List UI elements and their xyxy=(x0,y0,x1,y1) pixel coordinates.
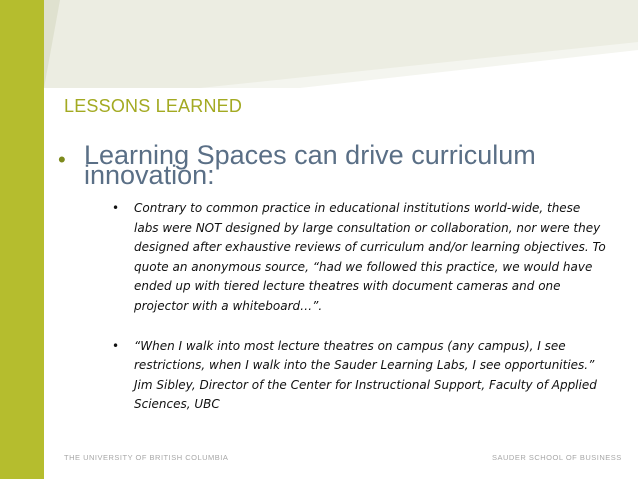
decorative-header-band xyxy=(0,0,638,88)
footer-school: SAUDER SCHOOL OF BUSINESS xyxy=(492,453,622,462)
main-point xyxy=(58,140,578,190)
accent-sidebar xyxy=(0,0,44,479)
list-item-text: “When I walk into most lecture theatres on campus (any campus), I see restrictions, when I walk into the Sauder Learning Labs, I see opportunities.” Jim Sibley, Director of the Center for Instructional Support, Faculty of Applied Sciences, UBC xyxy=(134,338,597,412)
header-shapes xyxy=(0,0,638,88)
list-bullet: • xyxy=(112,201,120,215)
section-title: LESSONS LEARNED xyxy=(64,96,243,116)
sub-point-list xyxy=(112,199,607,435)
list-item xyxy=(112,337,607,415)
list-item xyxy=(112,199,607,317)
footer-university: THE UNIVERSITY OF BRITISH COLUMBIA xyxy=(64,453,229,462)
list-item-text: Contrary to common practice in educational institutions world-wide, these labs were NOT designed by large consultation or collaboration, nor were they designed after exhaustive reviews of curriculum and/or learning objectives. To quote an anonymous source, “had we followed this practice, we would have ended up with tiered lecture theatres with document cameras and one projector with a whiteboard…”. xyxy=(134,201,606,313)
main-point-text: Learning Spaces can drive curriculum innovation: xyxy=(84,140,536,190)
main-bullet: • xyxy=(58,147,66,172)
list-bullet: • xyxy=(112,338,120,353)
